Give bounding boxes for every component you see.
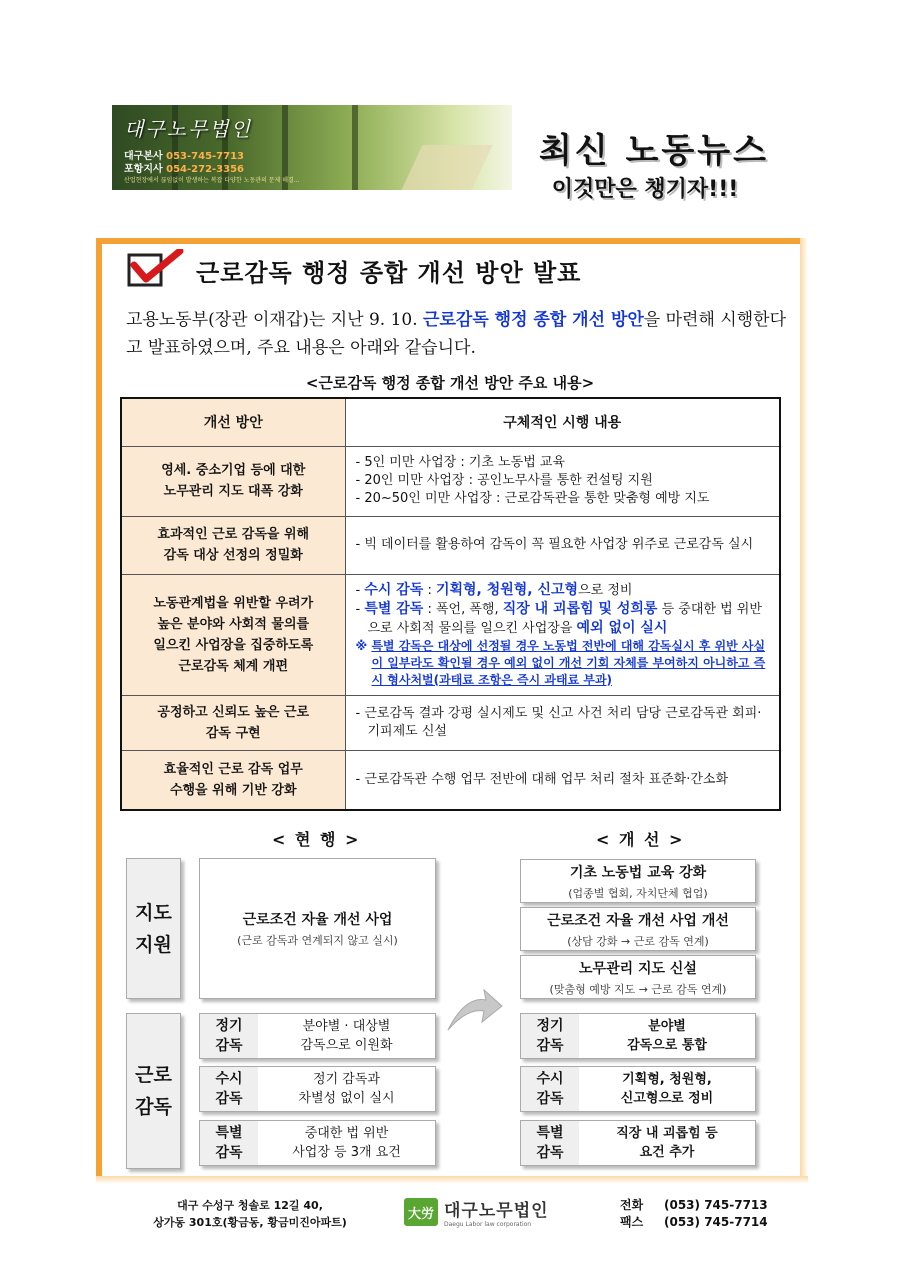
current-guide-box: 근로조건 자율 개선 사업 (근로 감독과 연계되지 않고 실시)	[199, 858, 436, 999]
banner-branch: 포항지사 054-272-3356	[124, 164, 245, 175]
row-detail: - 5인 미만 사업장 : 기초 노동법 교육 - 20인 미만 사업장 : 공인노무사를 통한 컨설팅 지원 - 20~50인 미만 사업장 : 근로감독관을 통한 맞춤형 예방 지도	[345, 446, 780, 516]
table-row	[121, 750, 780, 810]
header-right: 구체적인 시행 내용	[345, 398, 780, 446]
inspect-tag: 정기 감독	[521, 1014, 579, 1058]
row-plan: 공정하고 신뢰도 높은 근로 감독 구현	[121, 695, 345, 750]
banner-slogan: 산업현장에서 끊임없이 발생하는 복잡 다양한 노동관의 문제 해결...	[124, 177, 300, 184]
headline: 최신 노동뉴스	[539, 131, 769, 171]
footer-address: 대구 수성구 청솔로 12길 40, 상가동 301호(황금동, 황금미진아파트)	[153, 1199, 347, 1229]
logo-name: 대구노무법인	[444, 1201, 549, 1221]
current-inspect-box	[199, 1066, 436, 1112]
footer-tel: 전화 (053) 745-7713	[620, 1198, 768, 1212]
right-arrow-icon	[444, 980, 504, 1040]
row-detail: - 근로감독관 수행 업무 전반에 대해 업무 처리 절차 표준화·간소화	[345, 750, 780, 810]
table-row	[121, 695, 780, 750]
current-inspect-box	[199, 1120, 436, 1166]
improved-guide-box: 근로조건 자율 개선 사업 개선 (상담 강화 → 근로 감독 연계)	[520, 907, 756, 951]
logo-english: Daegu Labor law corporation	[444, 1221, 532, 1228]
row-detail: - 근로감독 결과 강평 실시제도 및 신고 사건 처리 담당 근로감독관 회피·기피제도 신설	[345, 695, 780, 750]
footer-fax: 팩스 (053) 745-7714	[620, 1215, 768, 1229]
banner-image	[112, 105, 512, 190]
logo-mark-icon: 大労	[404, 1198, 438, 1226]
checkbox-icon	[126, 249, 186, 289]
inspect-desc: 분야별 감독으로 통합	[627, 1019, 707, 1053]
table-caption: <근로감독 행정 종합 개선 방안 주요 내용>	[305, 374, 595, 392]
header-left: 개선 방안	[121, 398, 345, 446]
detail-line: - 특별 감독 : 폭언, 폭행, 직장 내 괴롭힘 및 성희롱 등 중대한 법 위반으로 사회적 물의를 일으킨 사업장을 예외 없이 실시	[355, 600, 762, 636]
inspect-tag: 특별 감독	[521, 1121, 579, 1165]
row-detail	[345, 574, 780, 695]
detail-note: ※ 특별 감독은 대상에 선정될 경우 노동법 전반에 대해 감독실시 후 위반 사실이 일부라도 확인될 경우 예외 없이 개선 기회 자체를 부여하지 아니하고 즉시 형사처벌(과태료 조항은 즉시 과태료 부과)	[355, 638, 766, 687]
detail-line: - 수시 감독 : 기획형, 청원형, 신고형으로 정비	[355, 581, 633, 598]
frame-shadow-bottom	[96, 1176, 808, 1184]
banner-hq: 대구본사 053-745-7713	[124, 151, 245, 162]
inspect-tag: 정기 감독	[200, 1014, 258, 1058]
table-header-row	[121, 398, 780, 446]
improved-inspect-box	[520, 1120, 756, 1166]
row-plan: 효과적인 근로 감독을 위해 감독 대상 선정의 정밀화	[121, 516, 345, 574]
banner-road	[402, 145, 493, 190]
subheadline: 이것만은 챙기자!!!	[551, 177, 739, 202]
footer-logo	[404, 1196, 549, 1228]
row-detail: - 빅 데이터를 활용하여 감독이 꼭 필요한 사업장 위주로 근로감독 실시	[345, 516, 780, 574]
inspect-label: 근로 감독	[126, 1013, 181, 1169]
inspect-desc: 분야별 · 대상별 감독으로 이원화	[300, 1019, 393, 1053]
improved-guide-box: 노무관리 지도 신설 (맞춤형 예방 지도 → 근로 감독 연계)	[520, 955, 756, 999]
banner-tree	[352, 105, 358, 190]
frame-shadow-right	[800, 238, 808, 1181]
table-row	[121, 446, 780, 516]
current-heading: < 현 행 >	[272, 830, 361, 849]
inspect-desc: 직장 내 괴롭힘 등 요건 추가	[616, 1126, 718, 1160]
improved-inspect-box	[520, 1066, 756, 1112]
row-plan: 효율적인 근로 감독 업무 수행을 위해 기반 강화	[121, 750, 345, 810]
inspect-tag: 수시 감독	[521, 1067, 579, 1111]
table-row	[121, 574, 780, 695]
table-row	[121, 516, 780, 574]
inspect-tag: 특별 감독	[200, 1121, 258, 1165]
improved-heading: < 개 선 >	[596, 830, 685, 849]
inspect-desc: 정기 감독과 차별성 없이 실시	[298, 1072, 395, 1106]
row-plan: 노동관계법을 위반할 우려가 높은 분야와 사회적 물의를 일으킨 사업장을 집중하도록 근로감독 체계 개편	[121, 574, 345, 695]
guide-label: 지도 지원	[126, 858, 181, 999]
improved-guide-box: 기초 노동법 교육 강화 (업종별 협회, 자치단체 협업)	[520, 859, 756, 903]
banner-title: 대구노무법인	[124, 117, 252, 141]
current-inspect-box	[199, 1013, 436, 1059]
section-title: 근로감독 행정 종합 개선 방안 발표	[196, 259, 582, 287]
inspect-desc: 중대한 법 위반 사업장 등 3개 요건	[292, 1126, 401, 1160]
footer-contact	[620, 1197, 768, 1231]
inspect-tag: 수시 감독	[200, 1067, 258, 1111]
improved-inspect-box	[520, 1013, 756, 1059]
intro-paragraph: 고용노동부(장관 이재갑)는 지난 9. 10. 근로감독 행정 종합 개선 방안을 마련해 시행한다고 발표하였으며, 주요 내용은 아래와 같습니다.	[126, 310, 786, 358]
plan-table	[120, 397, 781, 811]
inspect-desc: 기획형, 청원형, 신고형으로 정비	[620, 1072, 714, 1106]
intro-highlight: 근로감독 행정 종합 개선 방안	[423, 310, 644, 330]
row-plan: 영세. 중소기업 등에 대한 노무관리 지도 대폭 강화	[121, 446, 345, 516]
